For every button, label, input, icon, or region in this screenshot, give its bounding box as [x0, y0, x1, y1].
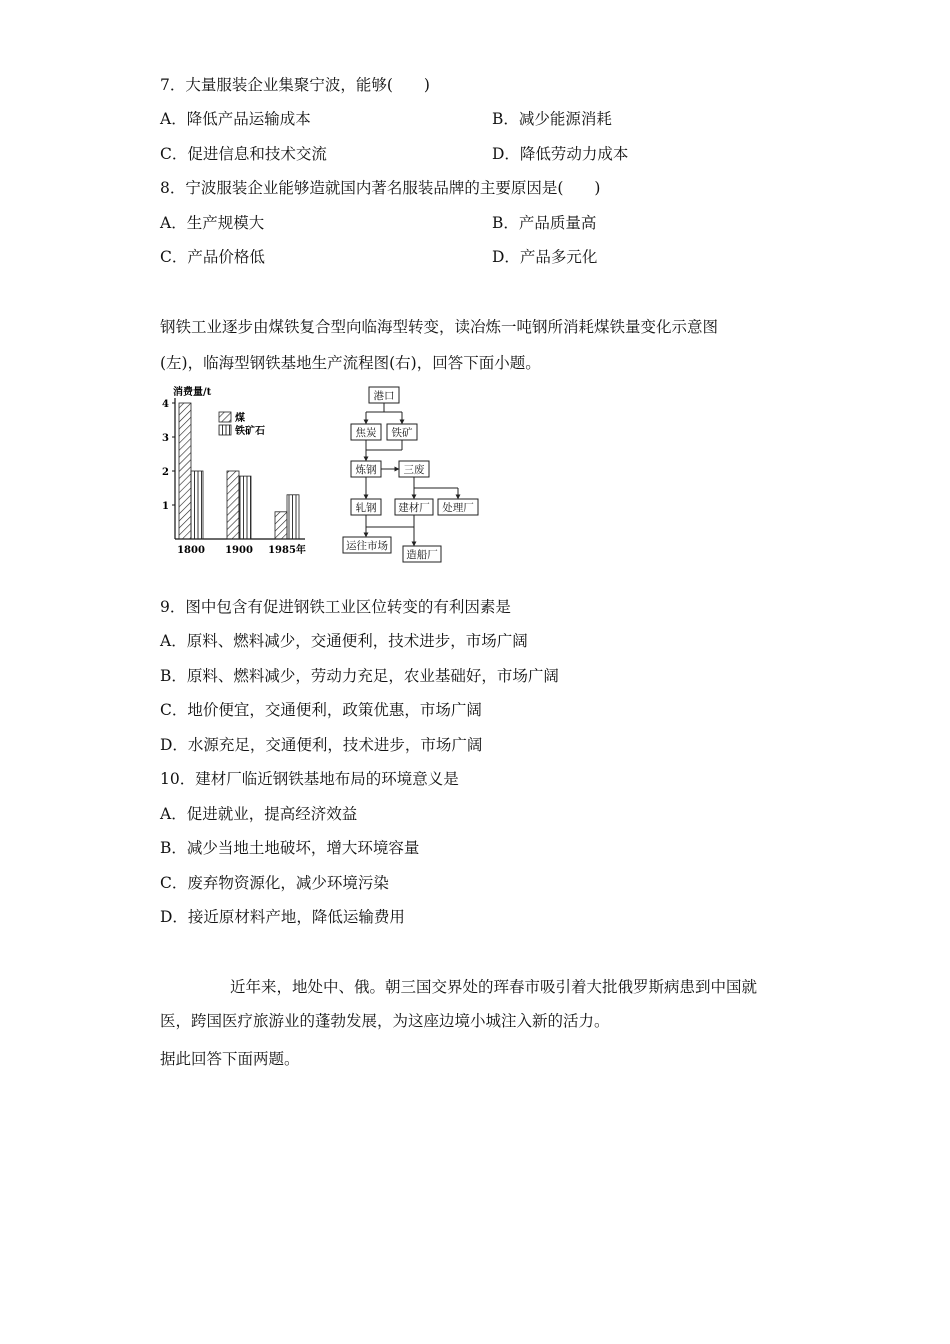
- flow-label-shipyard: 造船厂: [406, 549, 438, 561]
- q7-option-d: D．降低劳动力成本: [492, 145, 629, 163]
- q10-option-b: B．减少当地土地破坏，增大环境容量: [160, 839, 420, 857]
- bar-iron-ore-1900: [239, 476, 251, 539]
- q9-option-a: A．原料、燃料减少，交通便利，技术进步，市场广阔: [160, 632, 528, 650]
- passage1-line2: (左)，临海型钢铁基地生产流程图(右)，回答下面小题。: [160, 354, 541, 372]
- legend-swatch-iron-ore: [219, 425, 231, 435]
- flow-label-market: 运往市场: [346, 540, 388, 552]
- flow-label-port: 港口: [373, 390, 395, 402]
- flow-label-waste: 三废: [403, 464, 425, 476]
- q7-stem: 7．大量服装企业集聚宁波，能够( ): [160, 76, 430, 94]
- x-tick-label: 1985年: [268, 545, 306, 556]
- q10-stem: 10．建材厂临近钢铁基地布局的环境意义是: [160, 770, 459, 788]
- bar-coal-1985: [275, 512, 287, 539]
- y-tick-label: 3: [162, 433, 169, 444]
- bar-coal-1900: [227, 471, 239, 539]
- q8-stem: 8．宁波服装企业能够造就国内著名服装品牌的主要原因是( ): [160, 179, 601, 197]
- y-tick-label: 2: [162, 467, 169, 478]
- bar-iron-ore-1985: [287, 495, 299, 539]
- passage2-prompt: 据此回答下面两题。: [160, 1050, 300, 1068]
- legend-label-iron-ore: 铁矿石: [235, 426, 265, 437]
- q9-stem: 9．图中包含有促进钢铁工业区位转变的有利因素是: [160, 598, 511, 616]
- q8-option-b: B．产品质量高: [492, 214, 597, 232]
- flow-label-coke: 焦炭: [355, 427, 377, 439]
- q8-option-a: A．生产规模大: [160, 214, 265, 232]
- q9-option-c: C．地价便宜，交通便利，政策优惠，市场广阔: [160, 701, 482, 719]
- flow-label-building-materials: 建材厂: [398, 502, 430, 514]
- q10-option-a: A．促进就业，提高经济效益: [160, 805, 358, 823]
- passage2-text: 近年来，地处中、俄。朝三国交界处的珲春市吸引着大批俄罗斯病患到中国就医，跨国医疗旅游业的蓬勃发展，为这座边境小城注入新的活力。: [160, 978, 758, 1030]
- q8-option-d: D．产品多元化: [492, 248, 598, 266]
- legend-label-coal: 煤: [235, 413, 245, 424]
- chart-ylabel: 消费量/t: [173, 387, 212, 398]
- figure: [155, 382, 495, 567]
- flow-label-smelting: 炼钢: [355, 464, 377, 476]
- bar-coal-1800: [179, 403, 191, 539]
- q10-option-c: C．废弃物资源化，减少环境污染: [160, 874, 389, 892]
- bar-iron-ore-1800: [191, 471, 203, 539]
- y-tick-label: 1: [162, 501, 169, 512]
- flow-label-rolling: 轧钢: [355, 502, 377, 514]
- q7-option-c: C．促进信息和技术交流: [160, 145, 327, 163]
- q8-option-c: C．产品价格低: [160, 248, 265, 266]
- q10-option-d: D．接近原材料产地，降低运输费用: [160, 908, 405, 926]
- steel-base-flowchart: [343, 387, 478, 562]
- coal-iron-consumption-chart: [162, 385, 306, 556]
- x-tick-label: 1900: [225, 545, 253, 556]
- q7-option-b: B．减少能源消耗: [492, 110, 612, 128]
- x-tick-label: 1800: [177, 545, 205, 556]
- flow-label-iron-ore: 铁矿: [391, 427, 413, 439]
- legend-swatch-coal: [219, 412, 231, 422]
- q9-option-d: D．水源充足，交通便利，技术进步，市场广阔: [160, 736, 483, 754]
- flow-label-treatment: 处理厂: [442, 502, 474, 514]
- passage1-line1: 钢铁工业逐步由煤铁复合型向临海型转变，读冶炼一吨钢所消耗煤铁量变化示意图: [160, 318, 719, 336]
- q7-option-a: A．降低产品运输成本: [160, 110, 311, 128]
- q9-option-b: B．原料、燃料减少，劳动力充足，农业基础好，市场广阔: [160, 667, 559, 685]
- y-tick-label: 4: [162, 399, 169, 410]
